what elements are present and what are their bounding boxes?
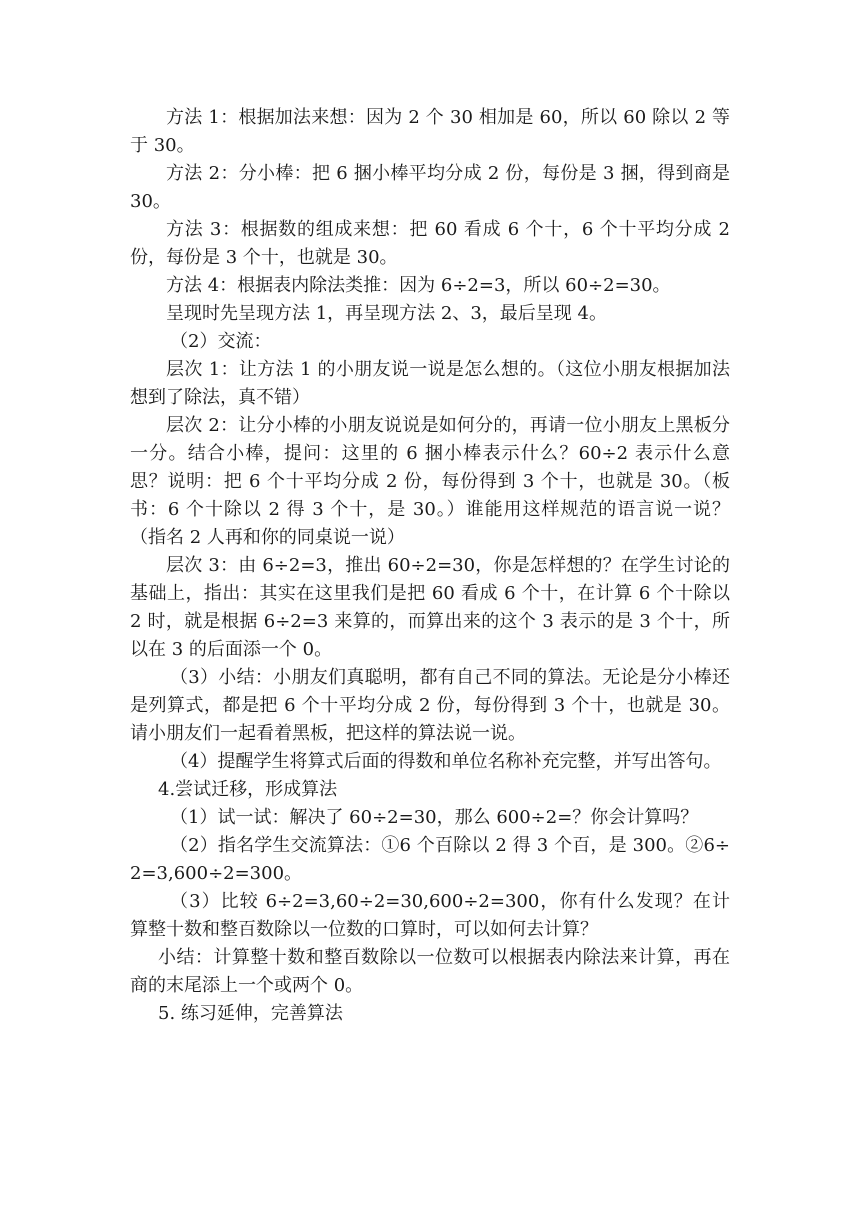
section-heading-4: 4.尝试迁移，形成算法 [158, 779, 338, 800]
paragraph-reminder-4: （4）提醒学生将算式后面的得数和单位名称补充完整，并写出答句。 [170, 751, 722, 772]
paragraph-exchange-2: （2）指名学生交流算法：①6 个百除以 2 得 3 个百，是 300。②6÷2=3,600÷2=300。 [130, 835, 730, 884]
section-heading-5: 5. 练习延伸，完善算法 [158, 1003, 343, 1024]
paragraph-summary-3: （3）小结：小朋友们真聪明，都有自己不同的算法。无论是分小棒还是列算式，都是把 6 个十平均分成 2 份，每份得到 3 个十，也就是 30。请小朋友们一起看着黑板，把这样的算法说一说。 [130, 667, 730, 744]
paragraph-exchange-heading: （2）交流： [170, 331, 272, 352]
paragraph-method-4: 方法 4：根据表内除法类推：因为 6÷2=3，所以 60÷2=30。 [166, 275, 671, 296]
document-body [130, 104, 730, 1028]
paragraph-method-2: 方法 2：分小棒：把 6 捆小棒平均分成 2 份，每份是 3 捆，得到商是 30。 [130, 163, 730, 212]
paragraph-level-2: 层次 2：让分小棒的小朋友说说是如何分的，再请一位小朋友上黑板分一分。结合小棒，提问：这里的 6 捆小棒表示什么？60÷2 表示什么意思？说明：把 6 个十平均分成 2 份，每份得到 3 个十，也就是 30。（板书：6 个十除以 2 得 3 个十，是 30。）谁能用这样规范的语言说一说？（指名 2 人再和你的同桌说一说） [130, 415, 730, 548]
paragraph-level-3: 层次 3：由 6÷2=3，推出 60÷2=30，你是怎样想的？在学生讨论的基础上，指出：其实在这里我们是把 60 看成 6 个十，在计算 6 个十除以 2 时，就是根据 6÷2=3 来算的，而算出来的这个 3 表示的是 3 个十，所以在 3 的后面添一个 0。 [130, 555, 730, 660]
paragraph-presentation-order: 呈现时先呈现方法 1，再呈现方法 2、3，最后呈现 4。 [166, 303, 607, 324]
paragraph-try-1: （1）试一试：解决了 60÷2=30，那么 600÷2=？你会计算吗？ [170, 807, 699, 828]
paragraph-method-3: 方法 3：根据数的组成来想：把 60 看成 6 个十，6 个十平均分成 2 份，每份是 3 个十，也就是 30。 [130, 219, 730, 268]
paragraph-compare-3: （3）比较 6÷2=3,60÷2=30,600÷2=300，你有什么发现？在计算整十数和整百数除以一位数的口算时，可以如何去计算？ [130, 891, 730, 940]
paragraph-summary: 小结：计算整十数和整百数除以一位数可以根据表内除法来计算，再在商的末尾添上一个或两个 0。 [130, 947, 730, 996]
paragraph-level-1: 层次 1：让方法 1 的小朋友说一说是怎么想的。（这位小朋友根据加法想到了除法，真不错） [130, 359, 730, 408]
paragraph-method-1: 方法 1：根据加法来想：因为 2 个 30 相加是 60，所以 60 除以 2 等于 30。 [130, 107, 730, 156]
